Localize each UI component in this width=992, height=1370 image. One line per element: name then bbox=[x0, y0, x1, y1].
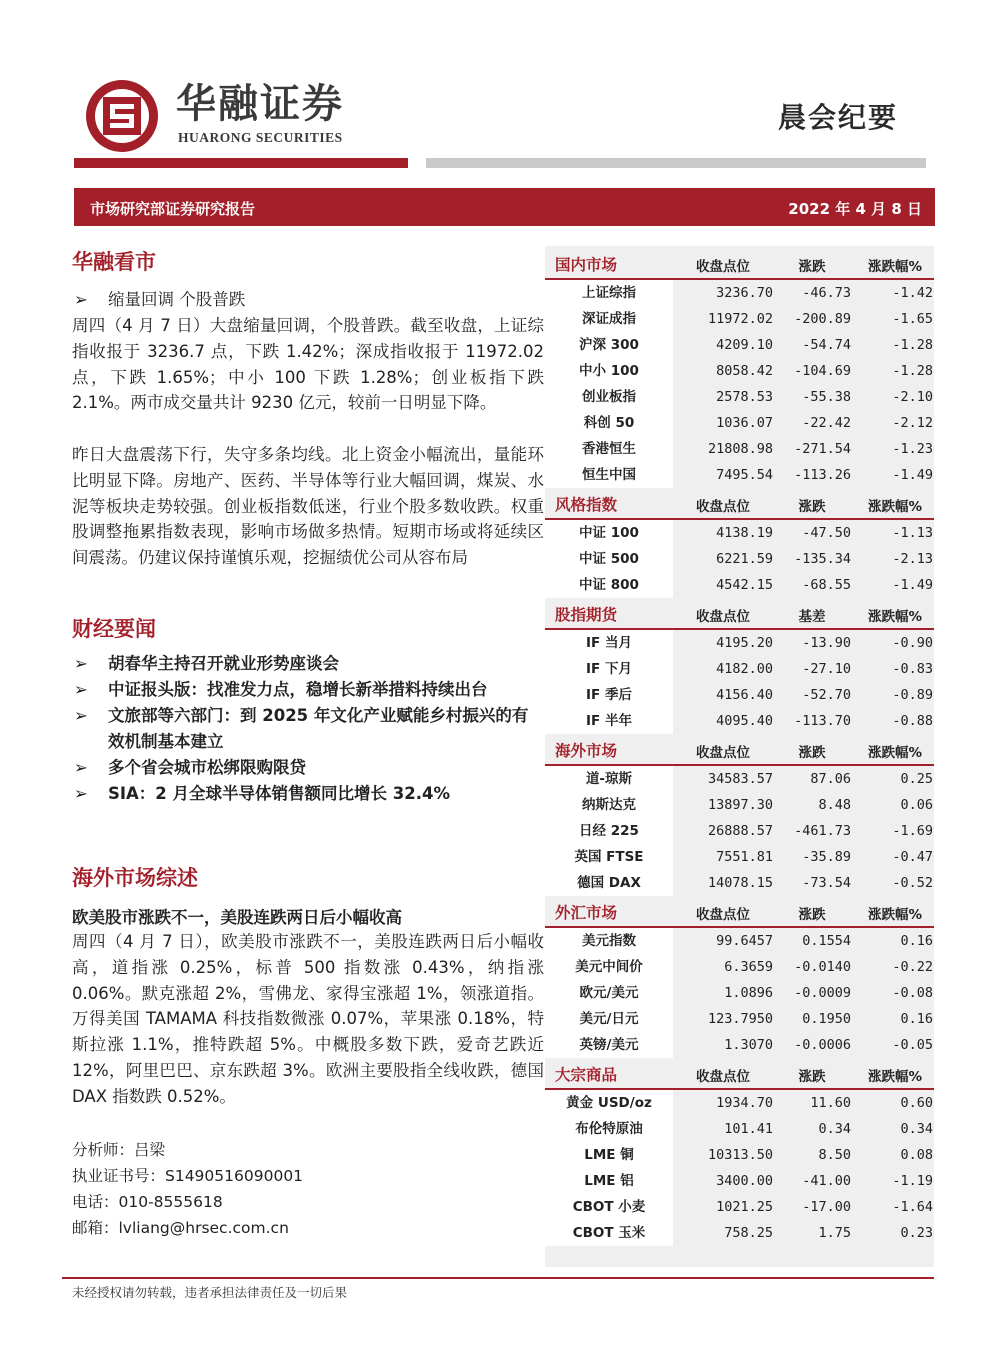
close-value: 4156.40 bbox=[716, 687, 773, 703]
table-section-header bbox=[545, 490, 934, 518]
pct-value: 0.16 bbox=[900, 933, 933, 949]
market-view-headline: 缩量回调 个股普跌 bbox=[108, 290, 246, 309]
row-label: 美元中间价 bbox=[545, 954, 673, 980]
analyst-email: 邮箱：lvliang@hrsec.com.cn bbox=[72, 1219, 289, 1237]
change-value: 8.50 bbox=[818, 1147, 851, 1163]
column-header-pct: 涨跌幅% bbox=[867, 745, 923, 761]
row-label: LME 铜 bbox=[545, 1142, 673, 1168]
row-label: 欧元/美元 bbox=[545, 980, 673, 1006]
section-title-news: 财经要闻 bbox=[72, 617, 156, 641]
close-value: 3236.70 bbox=[716, 285, 773, 301]
row-label: 深证成指 bbox=[545, 306, 673, 332]
change-value: 8.48 bbox=[818, 797, 851, 813]
close-value: 3400.00 bbox=[716, 1173, 773, 1189]
change-value: -46.73 bbox=[802, 285, 851, 301]
table-row bbox=[545, 410, 934, 436]
column-header-pct: 涨跌幅% bbox=[867, 1069, 923, 1085]
close-value: 6.3659 bbox=[724, 959, 773, 975]
pct-value: 0.25 bbox=[900, 771, 933, 787]
pct-value: -1.42 bbox=[892, 285, 933, 301]
arrow-bullet-icon: ➢ bbox=[74, 654, 88, 673]
pct-value: -0.89 bbox=[892, 687, 933, 703]
pct-value: -0.83 bbox=[892, 661, 933, 677]
change-value: -73.54 bbox=[802, 875, 851, 891]
table-section-header bbox=[545, 1060, 934, 1088]
pct-value: 0.34 bbox=[900, 1121, 933, 1137]
change-value: 11.60 bbox=[810, 1095, 851, 1111]
table-row bbox=[545, 766, 934, 792]
change-value: -27.10 bbox=[802, 661, 851, 677]
row-label: IF 下月 bbox=[545, 656, 673, 682]
table-row bbox=[545, 572, 934, 598]
arrow-bullet-icon: ➢ bbox=[74, 784, 88, 803]
table-row bbox=[545, 306, 934, 332]
row-label: 德国 DAX bbox=[545, 870, 673, 896]
change-value: 0.1950 bbox=[802, 1011, 851, 1027]
column-header-change: 涨跌 bbox=[798, 1069, 826, 1085]
column-header-close: 收盘点位 bbox=[696, 745, 750, 761]
section-name: 国内市场 bbox=[555, 256, 618, 274]
row-label: 创业板指 bbox=[545, 384, 673, 410]
close-value: 1.0896 bbox=[724, 985, 773, 1001]
row-label: LME 铝 bbox=[545, 1168, 673, 1194]
change-value: -52.70 bbox=[802, 687, 851, 703]
column-header-pct: 涨跌幅% bbox=[867, 907, 923, 923]
news-item: ➢ 中证报头版：找准发力点，稳增长新举措料持续出台 bbox=[74, 677, 544, 703]
footer-disclaimer: 未经授权请勿转载，违者承担法律责任及一切后果 bbox=[72, 1285, 348, 1300]
pct-value: -2.13 bbox=[892, 551, 933, 567]
change-value: -113.70 bbox=[794, 713, 851, 729]
close-value: 1036.07 bbox=[716, 415, 773, 431]
column-header-pct: 涨跌幅% bbox=[867, 609, 923, 625]
close-value: 4182.00 bbox=[716, 661, 773, 677]
change-value: -271.54 bbox=[794, 441, 851, 457]
overseas-subtitle: 欧美股市涨跌不一，美股连跌两日后小幅收高 bbox=[72, 908, 402, 927]
row-label: 美元指数 bbox=[545, 928, 673, 954]
close-value: 13897.30 bbox=[707, 797, 773, 813]
table-section-header bbox=[545, 898, 934, 926]
close-value: 101.41 bbox=[724, 1121, 773, 1137]
column-header-change: 涨跌 bbox=[798, 499, 826, 515]
table-row bbox=[545, 818, 934, 844]
row-label: 纳斯达克 bbox=[545, 792, 673, 818]
table-row bbox=[545, 462, 934, 488]
brand-name-en: HUARONG SECURITIES bbox=[178, 130, 343, 145]
report-category: 市场研究部证券研究报告 bbox=[90, 200, 256, 218]
table-row bbox=[545, 332, 934, 358]
row-label: 黄金 USD/oz bbox=[545, 1090, 673, 1116]
pct-value: -1.49 bbox=[892, 467, 933, 483]
pct-value: -1.13 bbox=[892, 525, 933, 541]
column-header-close: 收盘点位 bbox=[696, 907, 750, 923]
pct-value: -1.49 bbox=[892, 577, 933, 593]
market-view-paragraph-2: 昨日大盘震荡下行，失守多条均线。北上资金小幅流出，量能环比明显下降。房地产、医药、半导体等行业大幅回调，煤炭、水泥等板块走势较强。创业板指数低迷，行业个股多数收跌。权重股调整拖累指数表现，影响市场做多热情。短期市场或将延续区间震荡。仍建议保持谨慎乐观，挖掘绩优公司从容布局 bbox=[72, 445, 544, 568]
change-value: -135.34 bbox=[794, 551, 851, 567]
close-value: 1.3070 bbox=[724, 1037, 773, 1053]
column-header-change: 基差 bbox=[798, 609, 826, 625]
news-item: ➢ 胡春华主持召开就业形势座谈会 bbox=[74, 651, 544, 677]
table-row bbox=[545, 1194, 934, 1220]
close-value: 11972.02 bbox=[707, 311, 773, 327]
change-value: -55.38 bbox=[802, 389, 851, 405]
change-value: -22.42 bbox=[802, 415, 851, 431]
pct-value: -1.28 bbox=[892, 337, 933, 353]
row-label: IF 半年 bbox=[545, 708, 673, 734]
close-value: 7551.81 bbox=[716, 849, 773, 865]
table-row bbox=[545, 708, 934, 734]
row-label: 日经 225 bbox=[545, 818, 673, 844]
change-value: -17.00 bbox=[802, 1199, 851, 1215]
table-row bbox=[545, 1090, 934, 1116]
pct-value: -0.47 bbox=[892, 849, 933, 865]
change-value: -54.74 bbox=[802, 337, 851, 353]
pct-value: -1.19 bbox=[892, 1173, 933, 1189]
change-value: -13.90 bbox=[802, 635, 851, 651]
section-title-market-view: 华融看市 bbox=[72, 250, 156, 274]
row-label: IF 当月 bbox=[545, 630, 673, 656]
section-name: 股指期货 bbox=[555, 606, 618, 624]
column-header-pct: 涨跌幅% bbox=[867, 499, 923, 515]
pct-value: -2.10 bbox=[892, 389, 933, 405]
table-row bbox=[545, 870, 934, 896]
close-value: 10313.50 bbox=[707, 1147, 773, 1163]
pct-value: 0.08 bbox=[900, 1147, 933, 1163]
section-name: 外汇市场 bbox=[555, 904, 618, 922]
close-value: 8058.42 bbox=[716, 363, 773, 379]
table-row bbox=[545, 792, 934, 818]
brand-name-cn: 华融证券 bbox=[176, 80, 344, 127]
change-value: -0.0140 bbox=[794, 959, 851, 975]
column-header-change: 涨跌 bbox=[798, 907, 826, 923]
table-row bbox=[545, 980, 934, 1006]
change-value: 0.34 bbox=[818, 1121, 851, 1137]
close-value: 21808.98 bbox=[707, 441, 773, 457]
analyst-name: 分析师：吕梁 bbox=[72, 1141, 166, 1159]
change-value: -47.50 bbox=[802, 525, 851, 541]
pct-value: -2.12 bbox=[892, 415, 933, 431]
pct-value: -1.23 bbox=[892, 441, 933, 457]
header-divider-red bbox=[74, 158, 408, 168]
change-value: -35.89 bbox=[802, 849, 851, 865]
pct-value: -1.28 bbox=[892, 363, 933, 379]
close-value: 1021.25 bbox=[716, 1199, 773, 1215]
table-row bbox=[545, 928, 934, 954]
change-value: -68.55 bbox=[802, 577, 851, 593]
news-item: ➢ 多个省会城市松绑限购限贷 bbox=[74, 755, 544, 781]
arrow-bullet-icon: ➢ bbox=[74, 290, 88, 309]
row-label: IF 季后 bbox=[545, 682, 673, 708]
row-label: 中小 100 bbox=[545, 358, 673, 384]
table-row bbox=[545, 1142, 934, 1168]
change-value: -0.0009 bbox=[794, 985, 851, 1001]
close-value: 4195.20 bbox=[716, 635, 773, 651]
row-label: 美元/日元 bbox=[545, 1006, 673, 1032]
table-row bbox=[545, 1032, 934, 1058]
market-view-paragraph-1: 周四（4 月 7 日）大盘缩量回调，个股普跌。截至收盘，上证综指收报于 3236.7 点，下跌 1.42%；深成指收报于 11972.02 点，下跌 1.65%；中小 100 下跌 1.28%；创业板指下跌 2.1%。两市成交量共计 9230 亿元，较前一日明显下降。 bbox=[72, 316, 544, 413]
column-header-close: 收盘点位 bbox=[696, 1069, 750, 1085]
column-header-close: 收盘点位 bbox=[696, 499, 750, 515]
pct-value: -0.52 bbox=[892, 875, 933, 891]
change-value: -41.00 bbox=[802, 1173, 851, 1189]
row-label: 沪深 300 bbox=[545, 332, 673, 358]
row-label: 中证 800 bbox=[545, 572, 673, 598]
row-label: 中证 500 bbox=[545, 546, 673, 572]
column-header-change: 涨跌 bbox=[798, 259, 826, 275]
table-row bbox=[545, 630, 934, 656]
table-row bbox=[545, 436, 934, 462]
section-title-overseas: 海外市场综述 bbox=[72, 866, 198, 890]
close-value: 2578.53 bbox=[716, 389, 773, 405]
change-value: -200.89 bbox=[794, 311, 851, 327]
header-divider-grey bbox=[426, 158, 926, 168]
row-label: 科创 50 bbox=[545, 410, 673, 436]
close-value: 34583.57 bbox=[707, 771, 773, 787]
analyst-license: 执业证书号：S1490516090001 bbox=[72, 1167, 304, 1185]
change-value: 87.06 bbox=[810, 771, 851, 787]
close-value: 1934.70 bbox=[716, 1095, 773, 1111]
pct-value: -0.88 bbox=[892, 713, 933, 729]
pct-value: 0.06 bbox=[900, 797, 933, 813]
news-item: ➢ 文旅部等六部门：到 2025 年文化产业赋能乡村振兴的有效机制基本建立 bbox=[74, 703, 544, 755]
table-row bbox=[545, 1220, 934, 1246]
row-label: 布伦特原油 bbox=[545, 1116, 673, 1142]
table-row bbox=[545, 546, 934, 572]
close-value: 123.7950 bbox=[707, 1011, 773, 1027]
row-label: 英国 FTSE bbox=[545, 844, 673, 870]
row-label: CBOT 玉米 bbox=[545, 1220, 673, 1246]
section-name: 大宗商品 bbox=[555, 1066, 618, 1084]
table-row bbox=[545, 358, 934, 384]
table-row bbox=[545, 384, 934, 410]
table-section-header bbox=[545, 250, 934, 278]
table-row bbox=[545, 682, 934, 708]
close-value: 758.25 bbox=[724, 1225, 773, 1241]
row-label: 上证综指 bbox=[545, 280, 673, 306]
pct-value: 0.60 bbox=[900, 1095, 933, 1111]
row-label: 道-琼斯 bbox=[545, 766, 673, 792]
news-item: ➢ SIA：2 月全球半导体销售额同比增长 32.4% bbox=[74, 781, 544, 807]
change-value: -104.69 bbox=[794, 363, 851, 379]
close-value: 99.6457 bbox=[716, 933, 773, 949]
footer-divider bbox=[62, 1277, 934, 1279]
arrow-bullet-icon: ➢ bbox=[74, 706, 88, 725]
market-data-table bbox=[545, 246, 934, 1267]
row-label: 恒生中国 bbox=[545, 462, 673, 488]
table-section-header bbox=[545, 736, 934, 764]
pct-value: 0.23 bbox=[900, 1225, 933, 1241]
table-row bbox=[545, 656, 934, 682]
change-value: -461.73 bbox=[794, 823, 851, 839]
table-row bbox=[545, 844, 934, 870]
column-header-pct: 涨跌幅% bbox=[867, 259, 923, 275]
change-value: -0.0006 bbox=[794, 1037, 851, 1053]
change-value: 0.1554 bbox=[802, 933, 851, 949]
table-row bbox=[545, 954, 934, 980]
close-value: 4095.40 bbox=[716, 713, 773, 729]
row-label: 英镑/美元 bbox=[545, 1032, 673, 1058]
pct-value: 0.16 bbox=[900, 1011, 933, 1027]
row-label: CBOT 小麦 bbox=[545, 1194, 673, 1220]
close-value: 26888.57 bbox=[707, 823, 773, 839]
analyst-phone: 电话：010-8555618 bbox=[72, 1193, 223, 1211]
close-value: 4542.15 bbox=[716, 577, 773, 593]
close-value: 4138.19 bbox=[716, 525, 773, 541]
arrow-bullet-icon: ➢ bbox=[74, 680, 88, 699]
table-row bbox=[545, 1116, 934, 1142]
row-label: 香港恒生 bbox=[545, 436, 673, 462]
company-logo bbox=[84, 78, 160, 154]
overseas-paragraph: 周四（4 月 7 日），欧美股市涨跌不一，美股连跌两日后小幅收高，道指涨 0.25%，标普 500 指数涨 0.43%，纳指涨 0.06%。默克涨超 2%，雪佛龙、家得宝涨超 1%，领涨道指。万得美国 TAMAMA 科技指数微涨 0.07%，苹果涨 0.18%，特斯拉涨 1.1%，推特跌超 5%。中概股多数下跌，爱奇艺跌近 12%，阿里巴巴、京东跌超 3%。欧洲主要股指全线收跌，德国 DAX 指数跌 0.52%。 bbox=[72, 932, 544, 1106]
row-label: 中证 100 bbox=[545, 520, 673, 546]
table-section-header bbox=[545, 600, 934, 628]
column-header-close: 收盘点位 bbox=[696, 609, 750, 625]
pct-value: -0.90 bbox=[892, 635, 933, 651]
column-header-change: 涨跌 bbox=[798, 745, 826, 761]
section-name: 海外市场 bbox=[555, 742, 618, 760]
close-value: 4209.10 bbox=[716, 337, 773, 353]
column-header-close: 收盘点位 bbox=[696, 259, 750, 275]
pct-value: -0.05 bbox=[892, 1037, 933, 1053]
table-row bbox=[545, 1168, 934, 1194]
table-row bbox=[545, 520, 934, 546]
pct-value: -0.22 bbox=[892, 959, 933, 975]
pct-value: -1.69 bbox=[892, 823, 933, 839]
document-type: 晨会纪要 bbox=[778, 101, 899, 134]
pct-value: -1.65 bbox=[892, 311, 933, 327]
close-value: 7495.54 bbox=[716, 467, 773, 483]
pct-value: -0.08 bbox=[892, 985, 933, 1001]
arrow-bullet-icon: ➢ bbox=[74, 758, 88, 777]
change-value: 1.75 bbox=[818, 1225, 851, 1241]
market-view-bullet bbox=[74, 287, 544, 313]
pct-value: -1.64 bbox=[892, 1199, 933, 1215]
close-value: 6221.59 bbox=[716, 551, 773, 567]
table-row bbox=[545, 1006, 934, 1032]
news-list bbox=[74, 651, 544, 807]
close-value: 14078.15 bbox=[707, 875, 773, 891]
table-row bbox=[545, 280, 934, 306]
change-value: -113.26 bbox=[794, 467, 851, 483]
report-date: 2022 年 4 月 8 日 bbox=[788, 200, 922, 218]
section-name: 风格指数 bbox=[555, 496, 618, 514]
